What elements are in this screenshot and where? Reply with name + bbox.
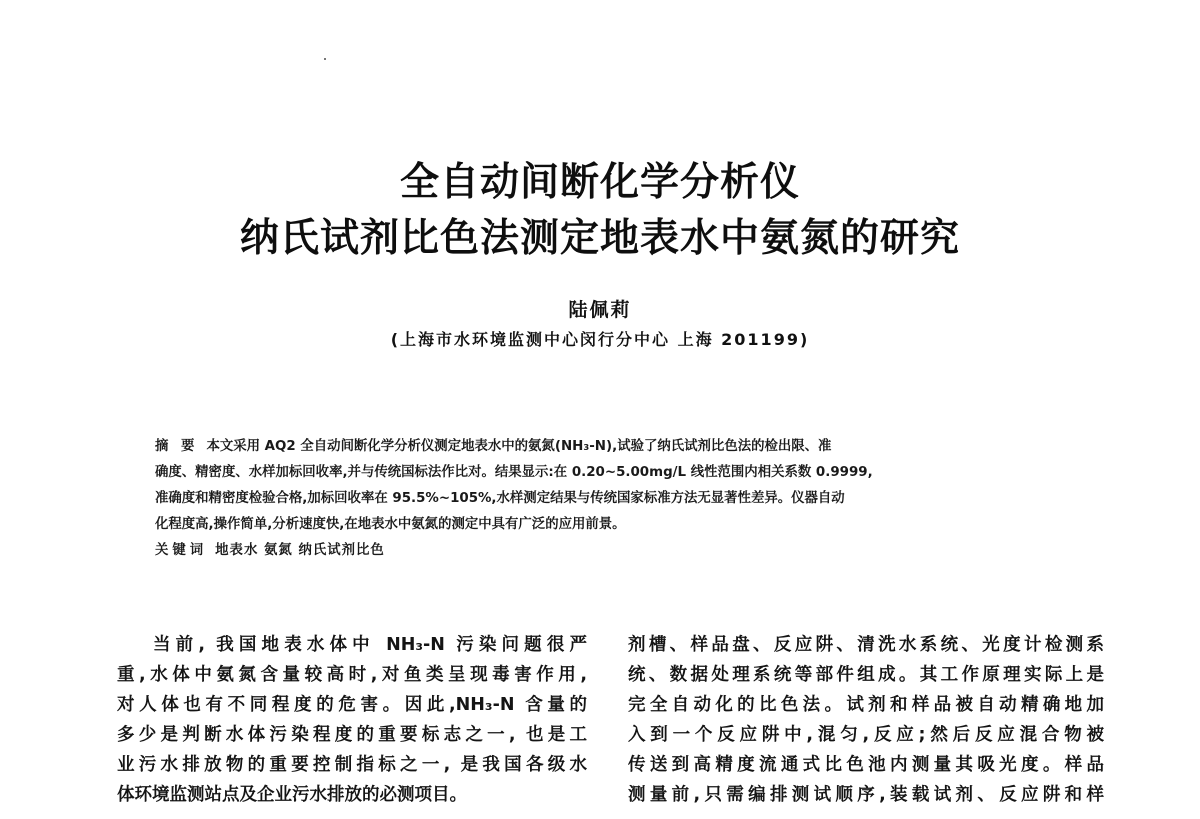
body-line: 体环境监测站点及企业污水排放的必测项目。 (117, 785, 467, 805)
author-name: 陆佩莉 (568, 299, 632, 321)
body-line: 测量前,只需编排测试顺序,装载试剂、反应阱和样 (628, 785, 1104, 805)
keywords-text: 地表水 氨氮 纳氏试剂比色 (215, 543, 385, 558)
body-line: 业污水排放物的重要控制指标之一, 是我国各级水 (117, 755, 587, 775)
title-line-1: 全自动间断化学分析仪 (399, 160, 800, 205)
body-line: 入到一个反应阱中,混匀,反应;然后反应混合物被 (628, 725, 1104, 745)
abstract-label: 摘 要 (155, 439, 199, 454)
body-line: 完全自动化的比色法。试剂和样品被自动精确地加 (628, 695, 1104, 715)
body-line: 剂槽、样品盘、反应阱、清洗水系统、光度计检测系 (628, 635, 1104, 655)
body-column-left (117, 630, 587, 810)
body-line: 统、数据处理系统等部件组成。其工作原理实际上是 (628, 665, 1104, 685)
body-line: 重,水体中氨氮含量较高时,对鱼类呈现毒害作用, (117, 665, 587, 685)
abstract-line: 准确度和精密度检验合格,加标回收率在 95.5%~105%,水样测定结果与传统国家标准方法无显著性差异。仪器自动 (155, 491, 845, 506)
keywords-label: 关键词 (155, 543, 208, 558)
body-line: 对人体也有不同程度的危害。因此,NH₃-N 含量的 (117, 695, 587, 715)
title-line-2: 纳氏试剂比色法测定地表水中氨氮的研究 (239, 216, 960, 261)
paper-title (0, 155, 1200, 267)
body-line: 多少是判断水体污染程度的重要标志之一, 也是工 (117, 725, 587, 745)
scan-speck (324, 58, 326, 60)
abstract-section (155, 434, 1065, 564)
abstract-paragraph (155, 434, 1065, 538)
keywords-line (155, 538, 1065, 564)
body-column-right (628, 630, 1104, 810)
body-line: 当前, 我国地表水体中 NH₃-N 污染问题很严 (153, 635, 587, 655)
author-affiliation: (上海市水环境监测中心闵行分中心 上海 201199) (390, 330, 810, 349)
abstract-line: 化程度高,操作简单,分析速度快,在地表水中氨氮的测定中具有广泛的应用前景。 (155, 517, 626, 532)
abstract-line: 本文采用 AQ2 全自动间断化学分析仪测定地表水中的氨氮(NH₃-N),试验了纳氏试剂比色法的检出限、准 (206, 439, 832, 454)
abstract-line: 确度、精密度、水样加标回收率,并与传统国标法作比对。结果显示:在 0.20~5.00mg/L 线性范围内相关系数 0.9999, (155, 465, 873, 480)
body-line: 传送到高精度流通式比色池内测量其吸光度。样品 (628, 755, 1104, 775)
